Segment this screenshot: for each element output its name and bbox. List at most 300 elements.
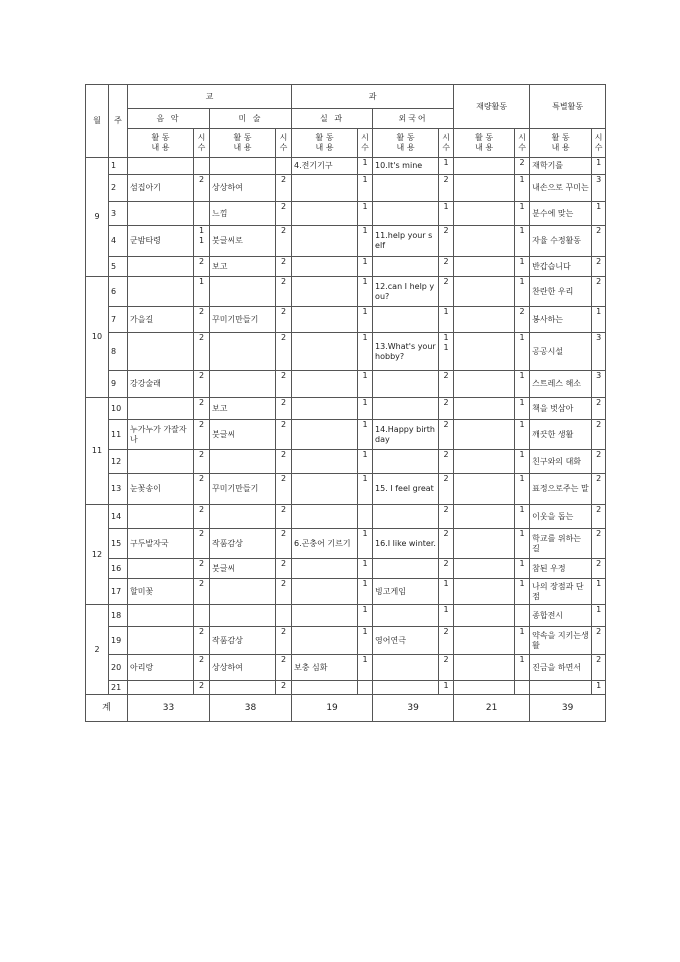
week-cell: 8 xyxy=(109,333,128,371)
music-hours: 2 xyxy=(194,681,210,695)
music-hours: 2 xyxy=(194,398,210,420)
practical-content xyxy=(292,371,358,398)
special-hours: 3 xyxy=(592,371,606,398)
week-header: 주 xyxy=(109,85,128,158)
practical-content: 6.곤충어 기르기 xyxy=(292,529,358,559)
art-content: 꾸미기만들기 xyxy=(210,307,276,333)
subject-header-right: 과 xyxy=(292,85,454,109)
music-hours: 2 xyxy=(194,627,210,655)
discretionary-hours: 1 xyxy=(515,277,530,307)
table-row xyxy=(86,398,606,420)
music-content: 군밤타령 xyxy=(128,226,194,257)
week-cell: 1 xyxy=(109,158,128,175)
discretionary-hours xyxy=(515,681,530,695)
special-content: 자율 수정활동 xyxy=(530,226,592,257)
special-content: 이웃을 돕는 xyxy=(530,505,592,529)
discretionary-hours: 1 xyxy=(515,257,530,277)
music-hours: 2 xyxy=(194,450,210,474)
foreign-content: 빙고게임 xyxy=(373,579,439,605)
special-hours: 1 xyxy=(592,307,606,333)
week-cell: 10 xyxy=(109,398,128,420)
practical-content xyxy=(292,398,358,420)
practical-hours: 1 xyxy=(358,202,373,226)
foreign-content: 16.I like winter. xyxy=(373,529,439,559)
art-hours: 2 xyxy=(276,559,292,579)
discretionary-content xyxy=(454,655,515,681)
special-content: 참된 우정 xyxy=(530,559,592,579)
content-header: 활 동 내 용 xyxy=(454,129,515,158)
art-content xyxy=(210,605,276,627)
special-content: 학교를 위하는 길 xyxy=(530,529,592,559)
special-content: 스트레스 해소 xyxy=(530,371,592,398)
discretionary-hours: 1 xyxy=(515,559,530,579)
special-content: 친구와의 대화 xyxy=(530,450,592,474)
foreign-content xyxy=(373,371,439,398)
table-row xyxy=(86,655,606,681)
music-content: 구두발자국 xyxy=(128,529,194,559)
art-hours: 2 xyxy=(276,307,292,333)
music-content: 누가누가 가잘자나 xyxy=(128,420,194,450)
discretionary-hours: 1 xyxy=(515,655,530,681)
month-cell: 12 xyxy=(86,505,109,605)
practical-hours: 1 xyxy=(358,474,373,505)
discretionary-content xyxy=(454,371,515,398)
practical-content xyxy=(292,202,358,226)
music-content xyxy=(128,158,194,175)
practical-content xyxy=(292,333,358,371)
art-hours: 2 xyxy=(276,529,292,559)
week-cell: 12 xyxy=(109,450,128,474)
art-hours: 2 xyxy=(276,175,292,202)
practical-content xyxy=(292,307,358,333)
special-content: 봉사하는 xyxy=(530,307,592,333)
practical-content xyxy=(292,681,358,695)
table-row xyxy=(86,175,606,202)
discretionary-hours: 1 xyxy=(515,333,530,371)
discretionary-total: 21 xyxy=(454,695,530,722)
week-cell: 13 xyxy=(109,474,128,505)
special-content: 종합전시 xyxy=(530,605,592,627)
discretionary-content xyxy=(454,681,515,695)
special-content: 공공시설 xyxy=(530,333,592,371)
discretionary-content xyxy=(454,529,515,559)
practical-hours: 1 xyxy=(358,579,373,605)
table-row xyxy=(86,257,606,277)
discretionary-hours: 2 xyxy=(515,307,530,333)
content-header: 활 동 내 용 xyxy=(210,129,276,158)
foreign-hours: 2 xyxy=(439,505,454,529)
month-header: 월 xyxy=(86,85,109,158)
practical-hours: 1 xyxy=(358,655,373,681)
practical-content xyxy=(292,226,358,257)
special-hours: 2 xyxy=(592,450,606,474)
week-cell: 3 xyxy=(109,202,128,226)
special-hours: 1 xyxy=(592,158,606,175)
special-total: 39 xyxy=(530,695,606,722)
art-content: 붓글씨 xyxy=(210,420,276,450)
foreign-hours: 2 xyxy=(439,559,454,579)
special-hours: 2 xyxy=(592,277,606,307)
discretionary-hours: 1 xyxy=(515,175,530,202)
music-content: 가을길 xyxy=(128,307,194,333)
practical-total: 19 xyxy=(292,695,373,722)
practical-hours: 1 xyxy=(358,420,373,450)
art-content xyxy=(210,681,276,695)
foreign-hours: 2 xyxy=(439,398,454,420)
art-hours: 2 xyxy=(276,226,292,257)
foreign-hours: 2 xyxy=(439,175,454,202)
special-hours: 2 xyxy=(592,627,606,655)
discretionary-hours: 1 xyxy=(515,627,530,655)
art-content xyxy=(210,371,276,398)
music-content xyxy=(128,450,194,474)
art-total: 38 xyxy=(210,695,292,722)
music-content: 아리랑 xyxy=(128,655,194,681)
practical-content xyxy=(292,420,358,450)
music-header: 음 악 xyxy=(128,109,210,129)
foreign-hours: 1 xyxy=(439,681,454,695)
discretionary-content xyxy=(454,579,515,605)
table-row xyxy=(86,420,606,450)
foreign-content xyxy=(373,605,439,627)
discretionary-content xyxy=(454,257,515,277)
art-hours: 2 xyxy=(276,450,292,474)
week-cell: 5 xyxy=(109,257,128,277)
special-hours: 2 xyxy=(592,505,606,529)
art-hours: 2 xyxy=(276,398,292,420)
practical-content xyxy=(292,257,358,277)
discretionary-content xyxy=(454,559,515,579)
music-content xyxy=(128,202,194,226)
practical-hours xyxy=(358,505,373,529)
foreign-content xyxy=(373,202,439,226)
discretionary-hours: 1 xyxy=(515,226,530,257)
special-hours: 2 xyxy=(592,257,606,277)
week-cell: 20 xyxy=(109,655,128,681)
week-cell: 9 xyxy=(109,371,128,398)
music-hours: 2 xyxy=(194,529,210,559)
discretionary-hours: 1 xyxy=(515,579,530,605)
discretionary-content xyxy=(454,202,515,226)
foreign-content xyxy=(373,175,439,202)
discretionary-content xyxy=(454,627,515,655)
special-hours: 1 xyxy=(592,605,606,627)
foreign-total: 39 xyxy=(373,695,454,722)
music-content xyxy=(128,605,194,627)
art-hours: 2 xyxy=(276,505,292,529)
art-content xyxy=(210,505,276,529)
art-content xyxy=(210,277,276,307)
practical-hours: 1 xyxy=(358,226,373,257)
discretionary-hours: 1 xyxy=(515,450,530,474)
week-cell: 7 xyxy=(109,307,128,333)
foreign-hours: 2 xyxy=(439,371,454,398)
foreign-content: 13.What's your hobby? xyxy=(373,333,439,371)
music-content xyxy=(128,277,194,307)
music-content: 섬집아기 xyxy=(128,175,194,202)
foreign-hours: 2 xyxy=(439,226,454,257)
special-content xyxy=(530,681,592,695)
practical-content xyxy=(292,277,358,307)
discretionary-content xyxy=(454,307,515,333)
foreign-hours: 2 xyxy=(439,450,454,474)
practical-hours: 1 xyxy=(358,277,373,307)
table-row xyxy=(86,579,606,605)
totals-row xyxy=(86,695,606,722)
week-cell: 4 xyxy=(109,226,128,257)
music-hours: 2 xyxy=(194,655,210,681)
practical-content xyxy=(292,605,358,627)
art-hours: 2 xyxy=(276,333,292,371)
special-hours: 2 xyxy=(592,655,606,681)
foreign-hours: 2 xyxy=(439,529,454,559)
month-cell: 11 xyxy=(86,398,109,505)
table-row xyxy=(86,450,606,474)
art-content: 느낌 xyxy=(210,202,276,226)
special-content: 반갑습니다 xyxy=(530,257,592,277)
practical-content xyxy=(292,474,358,505)
practical-hours: 1 xyxy=(358,333,373,371)
foreign-hours: 2 xyxy=(439,420,454,450)
practical-content xyxy=(292,175,358,202)
discretionary-hours: 1 xyxy=(515,202,530,226)
music-content xyxy=(128,627,194,655)
foreign-hours: 1 xyxy=(439,605,454,627)
foreign-hours: 1 xyxy=(439,158,454,175)
foreign-header: 외국어 xyxy=(373,109,454,129)
music-hours xyxy=(194,158,210,175)
special-hours: 1 xyxy=(592,681,606,695)
practical-hours: 1 xyxy=(358,450,373,474)
hours-header: 시 수 xyxy=(358,129,373,158)
music-content xyxy=(128,559,194,579)
foreign-hours: 1 xyxy=(439,307,454,333)
special-content: 찬란한 우리 xyxy=(530,277,592,307)
practical-content: 보충 심화 xyxy=(292,655,358,681)
music-hours: 2 xyxy=(194,307,210,333)
table-row xyxy=(86,627,606,655)
special-hours: 2 xyxy=(592,474,606,505)
special-content: 나의 장점과 단점 xyxy=(530,579,592,605)
art-content xyxy=(210,579,276,605)
foreign-content: 영어연극 xyxy=(373,627,439,655)
discretionary-content xyxy=(454,605,515,627)
foreign-content: 14.Happy birth day xyxy=(373,420,439,450)
art-content: 붓글씨로 xyxy=(210,226,276,257)
foreign-content: 11.help your self xyxy=(373,226,439,257)
music-content: 할미꽃 xyxy=(128,579,194,605)
discretionary-content xyxy=(454,505,515,529)
table-row xyxy=(86,505,606,529)
art-hours: 2 xyxy=(276,681,292,695)
table-row xyxy=(86,333,606,371)
art-hours: 2 xyxy=(276,257,292,277)
table-row xyxy=(86,529,606,559)
foreign-content xyxy=(373,257,439,277)
foreign-hours: 2 xyxy=(439,257,454,277)
practical-hours: 1 xyxy=(358,529,373,559)
art-content: 보고 xyxy=(210,257,276,277)
music-content xyxy=(128,257,194,277)
practical-hours: 1 xyxy=(358,559,373,579)
table-row xyxy=(86,681,606,695)
special-content: 내손으로 꾸미는 xyxy=(530,175,592,202)
practical-hours: 1 xyxy=(358,605,373,627)
table-row xyxy=(86,307,606,333)
special-content: 분수에 맞는 xyxy=(530,202,592,226)
table-row xyxy=(86,158,606,175)
discretionary-hours: 1 xyxy=(515,529,530,559)
hours-header: 시 수 xyxy=(515,129,530,158)
art-content: 보고 xyxy=(210,398,276,420)
music-hours: 1 1 xyxy=(194,226,210,257)
week-cell: 16 xyxy=(109,559,128,579)
practical-content xyxy=(292,450,358,474)
music-content: 눈꽃송이 xyxy=(128,474,194,505)
music-hours: 2 xyxy=(194,505,210,529)
special-hours: 3 xyxy=(592,333,606,371)
subject-header-left: 교 xyxy=(128,85,292,109)
art-content: 꾸미기만들기 xyxy=(210,474,276,505)
discretionary-hours: 1 xyxy=(515,398,530,420)
discretionary-hours: 1 xyxy=(515,505,530,529)
art-hours: 2 xyxy=(276,474,292,505)
special-content: 진금을 하면서 xyxy=(530,655,592,681)
art-content xyxy=(210,450,276,474)
music-hours: 2 xyxy=(194,333,210,371)
art-hours: 2 xyxy=(276,627,292,655)
music-hours: 2 xyxy=(194,579,210,605)
practical-content xyxy=(292,559,358,579)
discretionary-hours: 2 xyxy=(515,158,530,175)
foreign-content xyxy=(373,655,439,681)
foreign-content: 15. I feel great xyxy=(373,474,439,505)
art-hours: 2 xyxy=(276,371,292,398)
music-hours: 2 xyxy=(194,175,210,202)
music-hours: 2 xyxy=(194,257,210,277)
foreign-content: 10.It's mine xyxy=(373,158,439,175)
hours-header: 시 수 xyxy=(592,129,606,158)
music-hours: 2 xyxy=(194,474,210,505)
content-header: 활 동 내 용 xyxy=(373,129,439,158)
content-header: 활 동 내 용 xyxy=(292,129,358,158)
special-hours: 2 xyxy=(592,529,606,559)
hours-header: 시 수 xyxy=(276,129,292,158)
discretionary-content xyxy=(454,474,515,505)
table-row xyxy=(86,559,606,579)
table-row xyxy=(86,474,606,505)
practical-hours xyxy=(358,681,373,695)
special-content: 약속을 지키는생활 xyxy=(530,627,592,655)
foreign-content xyxy=(373,307,439,333)
foreign-content xyxy=(373,505,439,529)
special-content: 재학기를 xyxy=(530,158,592,175)
special-hours: 1 xyxy=(592,202,606,226)
special-hours: 3 xyxy=(592,175,606,202)
practical-content xyxy=(292,579,358,605)
month-cell: 2 xyxy=(86,605,109,695)
practical-content: 4.전기기구 xyxy=(292,158,358,175)
art-content: 작품감상 xyxy=(210,529,276,559)
week-cell: 19 xyxy=(109,627,128,655)
foreign-content xyxy=(373,681,439,695)
practical-hours: 1 xyxy=(358,371,373,398)
content-header: 활 동 내 용 xyxy=(128,129,194,158)
special-hours: 2 xyxy=(592,420,606,450)
music-content xyxy=(128,333,194,371)
special-hours: 1 xyxy=(592,579,606,605)
discretionary-hours: 1 xyxy=(515,474,530,505)
week-cell: 2 xyxy=(109,175,128,202)
music-content xyxy=(128,505,194,529)
totals-label: 계 xyxy=(86,695,128,722)
art-hours xyxy=(276,158,292,175)
music-content xyxy=(128,681,194,695)
practical-header: 실 과 xyxy=(292,109,373,129)
discretionary-content xyxy=(454,420,515,450)
art-content: 상상하여 xyxy=(210,655,276,681)
discretionary-content xyxy=(454,333,515,371)
foreign-hours: 2 xyxy=(439,627,454,655)
month-cell: 9 xyxy=(86,158,109,277)
week-cell: 15 xyxy=(109,529,128,559)
practical-hours: 1 xyxy=(358,257,373,277)
practical-hours: 1 xyxy=(358,398,373,420)
art-content xyxy=(210,158,276,175)
practical-hours: 1 xyxy=(358,627,373,655)
practical-hours: 1 xyxy=(358,175,373,202)
music-hours: 2 xyxy=(194,371,210,398)
table-row xyxy=(86,605,606,627)
music-hours xyxy=(194,202,210,226)
table-row xyxy=(86,277,606,307)
month-cell: 10 xyxy=(86,277,109,398)
content-header: 활 동 내 용 xyxy=(530,129,592,158)
art-content: 상상하여 xyxy=(210,175,276,202)
discretionary-content xyxy=(454,175,515,202)
foreign-content: 12.can I help you? xyxy=(373,277,439,307)
special-hours: 2 xyxy=(592,398,606,420)
week-cell: 21 xyxy=(109,681,128,695)
foreign-hours: 1 xyxy=(439,579,454,605)
music-content xyxy=(128,398,194,420)
special-content: 책을 벗삼아 xyxy=(530,398,592,420)
week-cell: 11 xyxy=(109,420,128,450)
week-cell: 17 xyxy=(109,579,128,605)
music-total: 33 xyxy=(128,695,210,722)
foreign-content xyxy=(373,398,439,420)
hours-header: 시 수 xyxy=(194,129,210,158)
special-content: 표정으로주는 말 xyxy=(530,474,592,505)
discretionary-content xyxy=(454,226,515,257)
week-cell: 18 xyxy=(109,605,128,627)
foreign-hours: 2 xyxy=(439,655,454,681)
foreign-content xyxy=(373,450,439,474)
hours-header: 시 수 xyxy=(439,129,454,158)
curriculum-table xyxy=(85,84,606,722)
discretionary-header: 재량활동 xyxy=(454,85,530,129)
week-cell: 6 xyxy=(109,277,128,307)
practical-content xyxy=(292,505,358,529)
practical-hours: 1 xyxy=(358,158,373,175)
discretionary-content xyxy=(454,450,515,474)
special-hours: 2 xyxy=(592,559,606,579)
music-hours: 2 xyxy=(194,420,210,450)
art-hours: 2 xyxy=(276,277,292,307)
special-header: 특별활동 xyxy=(530,85,606,129)
foreign-content xyxy=(373,559,439,579)
discretionary-hours xyxy=(515,605,530,627)
